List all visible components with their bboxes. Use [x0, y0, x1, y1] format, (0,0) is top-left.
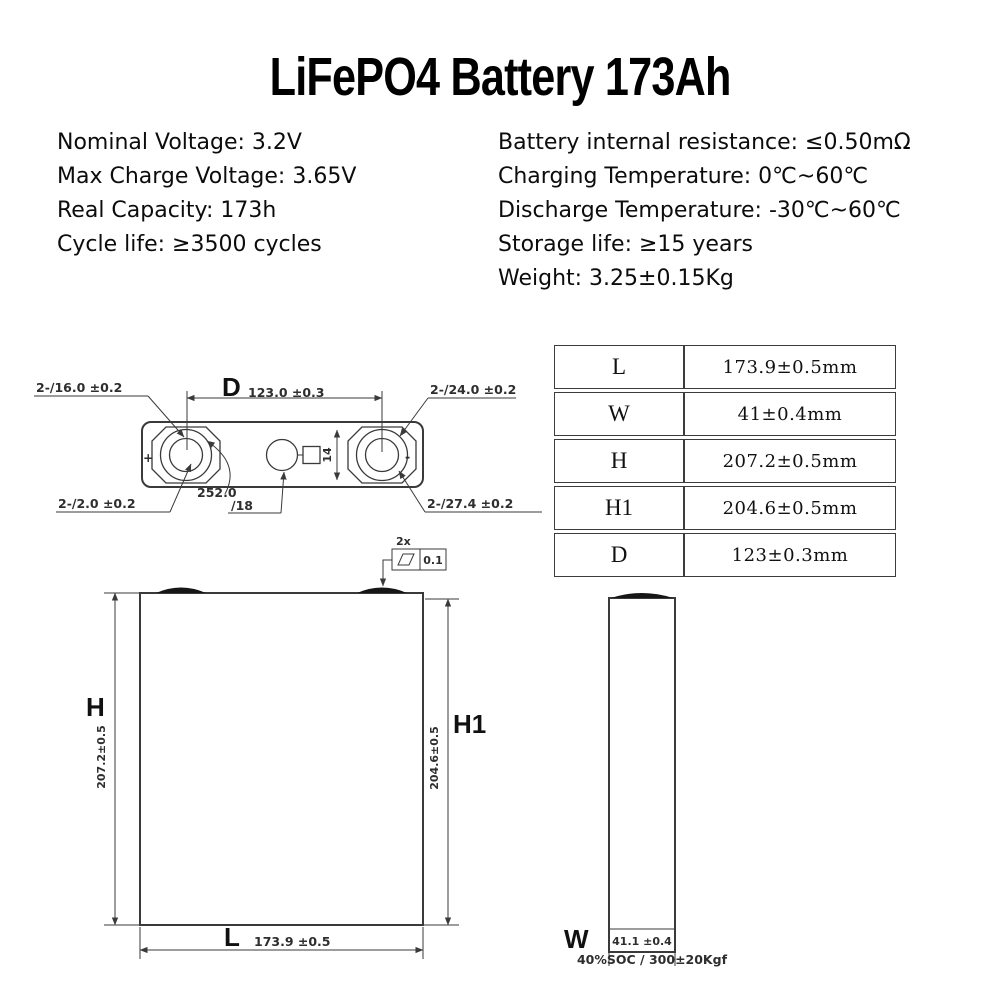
d-dim-text: 123.0 ±0.3 [248, 385, 325, 400]
front-view-body-outline [140, 593, 423, 925]
negative-terminal-front [357, 588, 407, 594]
spec-weight: Weight: 3.25±0.15Kg [498, 266, 734, 291]
d-letter: D [222, 372, 241, 402]
page-title: LiFePO4 Battery 173Ah [269, 47, 731, 107]
label-bottom-right: 2-∕27.4 ±0.2 [427, 496, 514, 511]
vent-hole [267, 440, 298, 471]
notch-dim-text: 14 [321, 447, 334, 463]
spec-charging-temperature: Charging Temperature: 0℃~60℃ [498, 164, 869, 189]
h1-letter: H1 [453, 709, 487, 739]
dim-param-H: H [554, 439, 684, 483]
h-letter: H [86, 692, 105, 722]
label-top-left: 2-∕16.0 ±0.2 [36, 380, 123, 395]
spec-nominal-voltage: Nominal Voltage: 3.2V [57, 130, 302, 155]
plus-sign: + [143, 450, 154, 465]
flatness-callout [383, 535, 446, 586]
l-letter: L [224, 922, 240, 952]
callout-tolerance: 0.1 [423, 554, 443, 567]
callout-leader [383, 560, 392, 586]
spec-discharge-temperature: Discharge Temperature: -30℃~60℃ [498, 198, 901, 223]
dim-param-H1: H1 [554, 486, 684, 530]
dim-param-W: W [554, 392, 684, 436]
dim-param-L: L [554, 345, 684, 389]
dim-value-H1: 204.6±0.5mm [684, 486, 896, 530]
w-letter: W [564, 924, 589, 954]
hole-dim-text: ∕18 [231, 498, 253, 513]
spec-cycle-life: Cycle life: ≥3500 cycles [57, 232, 322, 257]
terminal-side [611, 593, 673, 598]
soc-weight-note: 40%SOC / 300±20Kgf [576, 952, 728, 967]
battery-top-view [34, 372, 542, 513]
top-view-body-outline [142, 422, 423, 487]
label-top-right: 2-∕24.0 ±0.2 [430, 382, 517, 397]
battery-side-view [564, 593, 728, 967]
h1-dim-text: 204.6±0.5 [428, 726, 441, 790]
battery-front-view [86, 588, 486, 960]
dim-value-D: 123±0.3mm [684, 533, 896, 577]
label-bottom-left: 2-∕2.0 ±0.2 [58, 496, 136, 511]
flatness-symbol-icon [398, 554, 414, 565]
callout-count: 2x [396, 535, 411, 548]
dim-value-W: 41±0.4mm [684, 392, 896, 436]
arc-dim-text: 252.0 [197, 485, 237, 500]
spec-real-capacity: Real Capacity: 173h [57, 198, 277, 223]
minus-sign: - [405, 449, 411, 464]
dim-param-D: D [554, 533, 684, 577]
dim-value-L: 173.9±0.5mm [684, 345, 896, 389]
side-view-body-outline [609, 598, 675, 952]
positive-terminal-front [156, 588, 206, 594]
spec-storage-life: Storage life: ≥15 years [498, 232, 753, 257]
dim-value-H: 207.2±0.5mm [684, 439, 896, 483]
l-dim-text: 173.9 ±0.5 [254, 934, 331, 949]
spec-internal-resistance: Battery internal resistance: ≤0.50mΩ [498, 130, 911, 155]
w-dim-text: 41.1 ±0.4 [612, 935, 672, 948]
h-dim-text: 207.2±0.5 [95, 725, 108, 789]
spec-max-charge-voltage: Max Charge Voltage: 3.65V [57, 164, 357, 189]
center-notch [303, 447, 320, 464]
